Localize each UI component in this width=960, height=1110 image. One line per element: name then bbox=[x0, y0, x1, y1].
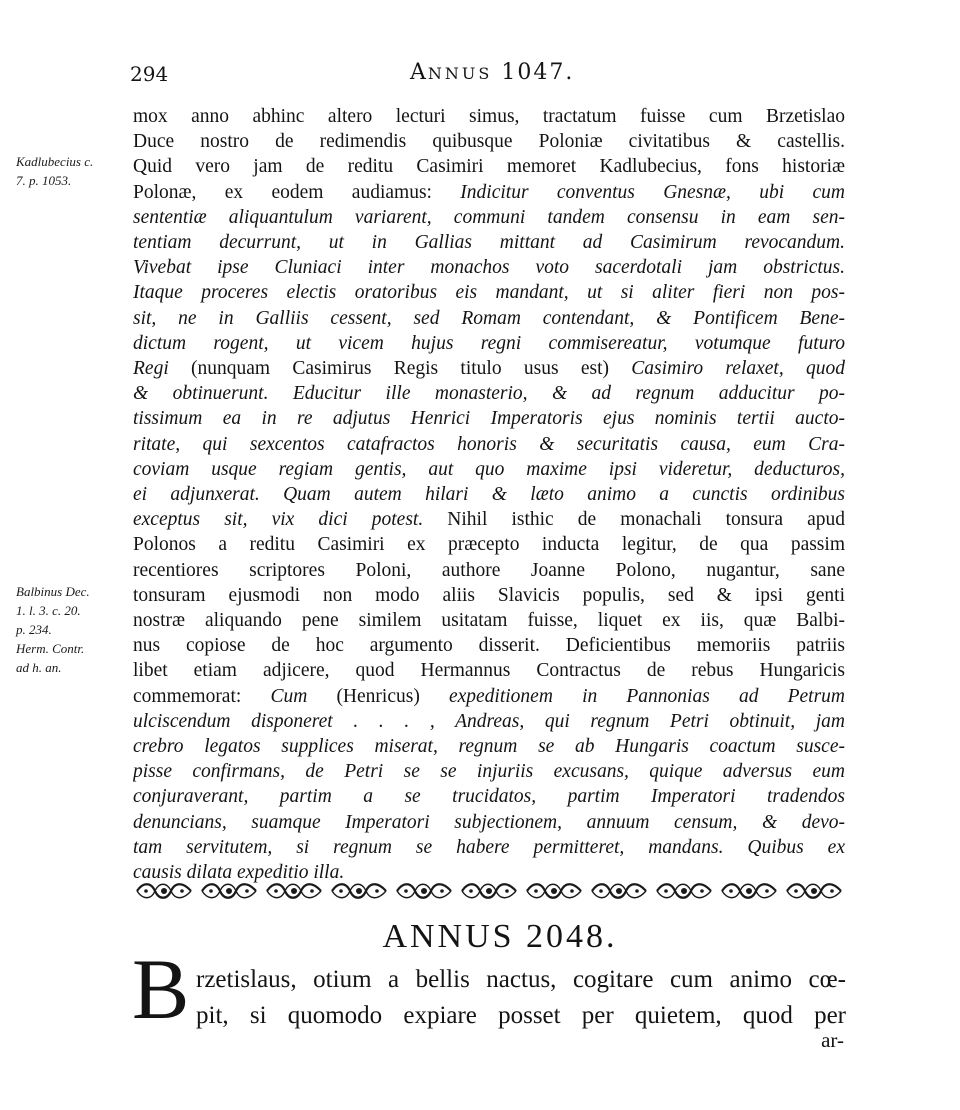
italic-run: pisse confirmans, de Petri se se injuriis excusans, quique adversus eum bbox=[133, 761, 845, 783]
margin-note-line: p. 234. bbox=[16, 622, 52, 637]
body-line bbox=[133, 180, 845, 205]
italic-run: ulciscendum disponeret . . . , Andreas, qui regnum Petri obtinuit, jam bbox=[133, 710, 845, 732]
margin-note-balbinus bbox=[16, 582, 134, 677]
section-line: pit, si quomodo expiare posset per quietem, quod per bbox=[196, 1002, 846, 1029]
margin-note-line: ad h. an. bbox=[16, 660, 62, 675]
fleuron-icon bbox=[395, 880, 453, 902]
body-text bbox=[133, 104, 845, 885]
text-run: (Henricus) bbox=[307, 685, 449, 707]
fleuron-icon bbox=[330, 880, 388, 902]
text-run: libet etiam adjicere, quod Hermannus Contractus de rebus Hungaricis bbox=[133, 660, 845, 682]
italic-run: exceptus sit, vix dici potest. bbox=[133, 509, 424, 531]
drop-cap: B bbox=[132, 941, 190, 1037]
body-line bbox=[133, 230, 845, 255]
italic-run: coviam usque regiam gentis, aut quo maxime ipsi videretur, deducturos, bbox=[133, 458, 845, 480]
fleuron-icon bbox=[460, 880, 518, 902]
body-line bbox=[133, 784, 845, 809]
body-line bbox=[133, 558, 845, 583]
fleuron-icon bbox=[785, 880, 843, 902]
body-line bbox=[133, 507, 845, 532]
italic-run: sententiæ aliquantulum variarent, communi tandem consensu in eam sen- bbox=[133, 206, 845, 228]
text-run: Quid vero jam de reditu Casimiri memoret Kadlubecius, fons historiæ bbox=[133, 156, 845, 178]
body-line bbox=[133, 709, 845, 734]
margin-note-line: 7. p. 1053. bbox=[16, 173, 72, 188]
italic-run: causis dilata expeditio illa. bbox=[133, 862, 345, 884]
text-run: commemorat: bbox=[133, 685, 271, 707]
text-run: Duce nostro de redimendis quibusque Poloniæ civitatibus & castellis. bbox=[133, 131, 845, 153]
section-heading: ANNUS 2048. bbox=[382, 918, 618, 955]
section-line: rzetislaus, otium a bellis nactus, cogitare cum animo cœ- bbox=[196, 966, 846, 993]
body-line bbox=[133, 810, 845, 835]
body-line bbox=[133, 658, 845, 683]
body-line bbox=[133, 432, 845, 457]
body-line bbox=[133, 381, 845, 406]
italic-run: Casimiro relaxet, quod bbox=[631, 358, 845, 380]
italic-run: expeditionem in Pannonias ad Petrum bbox=[448, 685, 845, 707]
body-line bbox=[133, 129, 845, 154]
italic-run: crebro legatos supplices miserat, regnum se ab Hungaris coactum susce- bbox=[133, 736, 845, 758]
italic-run: sit, ne in Galliis cessent, sed Romam contendant, & Pontificem Bene- bbox=[133, 307, 845, 329]
fleuron-icon bbox=[590, 880, 648, 902]
body-line bbox=[133, 532, 845, 557]
italic-run: Vivebat ipse Cluniaci inter monachos voto sacerdotali jam obstrictus. bbox=[133, 257, 845, 279]
body-line bbox=[133, 154, 845, 179]
body-line bbox=[133, 608, 845, 633]
italic-run: tam servitutem, si regnum se habere permitteret, mandans. Quibus ex bbox=[133, 836, 845, 858]
italic-run: Itaque proceres electis oratoribus eis mandant, ut si aliter fieri non pos- bbox=[133, 282, 845, 304]
body-line bbox=[133, 356, 845, 381]
body-line bbox=[133, 306, 845, 331]
italic-run: conjuraverant, partim a se trucidatos, partim Imperatori tradendos bbox=[133, 786, 845, 808]
italic-run: Regi bbox=[133, 358, 169, 380]
body-line bbox=[133, 280, 845, 305]
body-line bbox=[133, 104, 845, 129]
running-head-word: NNUS bbox=[427, 64, 493, 83]
running-head-year: 1047. bbox=[501, 60, 575, 85]
body-line bbox=[133, 205, 845, 230]
body-line bbox=[133, 759, 845, 784]
margin-note-line: Herm. Contr. bbox=[16, 641, 85, 656]
body-line bbox=[133, 835, 845, 860]
italic-run: tissimum ea in re adjutus Henrici Imperatoris ejus nominis tertii aucto- bbox=[133, 408, 845, 430]
italic-run: dictum rogent, ut vicem hujus regni commisereatur, votumque futuro bbox=[133, 332, 845, 354]
fleuron-icon bbox=[135, 880, 193, 902]
margin-note-kadlubecius bbox=[16, 152, 134, 190]
text-run: (nunquam Casimirus Regis titulo usus est) bbox=[168, 358, 632, 380]
margin-note-line: Balbinus Dec. bbox=[16, 584, 90, 599]
body-line bbox=[133, 734, 845, 759]
fleuron-icon bbox=[720, 880, 778, 902]
italic-run: tentiam decurrunt, ut in Gallias mittant ad Casimirum revocandum. bbox=[133, 232, 845, 254]
body-line bbox=[133, 457, 845, 482]
italic-run: Indicitur conventus Gnesnæ, ubi cum bbox=[460, 181, 845, 203]
page-number: 294 bbox=[130, 62, 169, 86]
text-run: Polonos a reditu Casimiri ex præcepto inducta legitur, de qua passim bbox=[133, 534, 845, 556]
ornament-band bbox=[135, 878, 843, 904]
margin-note-line: Kadlubecius c. bbox=[16, 154, 94, 169]
catchword: ar- bbox=[821, 1028, 844, 1052]
italic-run: ei adjunxerat. Quam autem hilari & læto animo a cunctis ordinibus bbox=[133, 484, 845, 506]
body-line bbox=[133, 255, 845, 280]
body-line bbox=[133, 406, 845, 431]
running-head bbox=[410, 60, 574, 85]
italic-run: denuncians, suamque Imperatori subjectionem, annuum censum, & devo- bbox=[133, 811, 845, 833]
fleuron-icon bbox=[655, 880, 713, 902]
margin-note-line: 1. l. 3. c. 20. bbox=[16, 603, 81, 618]
italic-run: & obtinuerunt. Educitur ille monasterio, & ad regnum adducitur po- bbox=[133, 383, 845, 405]
running-head-initial: A bbox=[410, 60, 428, 85]
body-line bbox=[133, 482, 845, 507]
italic-run: ritate, qui sexcentos catafractos honoris & securitatis causa, eum Cra- bbox=[133, 433, 845, 455]
body-line bbox=[133, 331, 845, 356]
body-line bbox=[133, 583, 845, 608]
fleuron-icon bbox=[200, 880, 258, 902]
text-run: nus copiose de hoc argumento disserit. Deficientibus memoriis patriis bbox=[133, 635, 845, 657]
text-run: Polonæ, ex eodem audiamus: bbox=[133, 181, 461, 203]
fleuron-icon bbox=[265, 880, 323, 902]
italic-run: Cum bbox=[270, 685, 308, 707]
fleuron-icon bbox=[525, 880, 583, 902]
body-line bbox=[133, 684, 845, 709]
text-run: Nihil isthic de monachali tonsura apud bbox=[423, 509, 845, 531]
text-run: recentiores scriptores Poloni, authore Joanne Polono, nugantur, sane bbox=[133, 559, 845, 581]
body-line bbox=[133, 633, 845, 658]
section-opening bbox=[196, 962, 846, 1034]
text-run: nostræ aliquando pene similem usitatam fuisse, liquet ex iis, quæ Balbi- bbox=[133, 610, 845, 632]
text-run: mox anno abhinc altero lecturi simus, tractatum fuisse cum Brzetislao bbox=[133, 106, 845, 127]
text-run: tonsuram ejusmodi non modo aliis Slavicis populis, sed & ipsi genti bbox=[133, 584, 845, 606]
